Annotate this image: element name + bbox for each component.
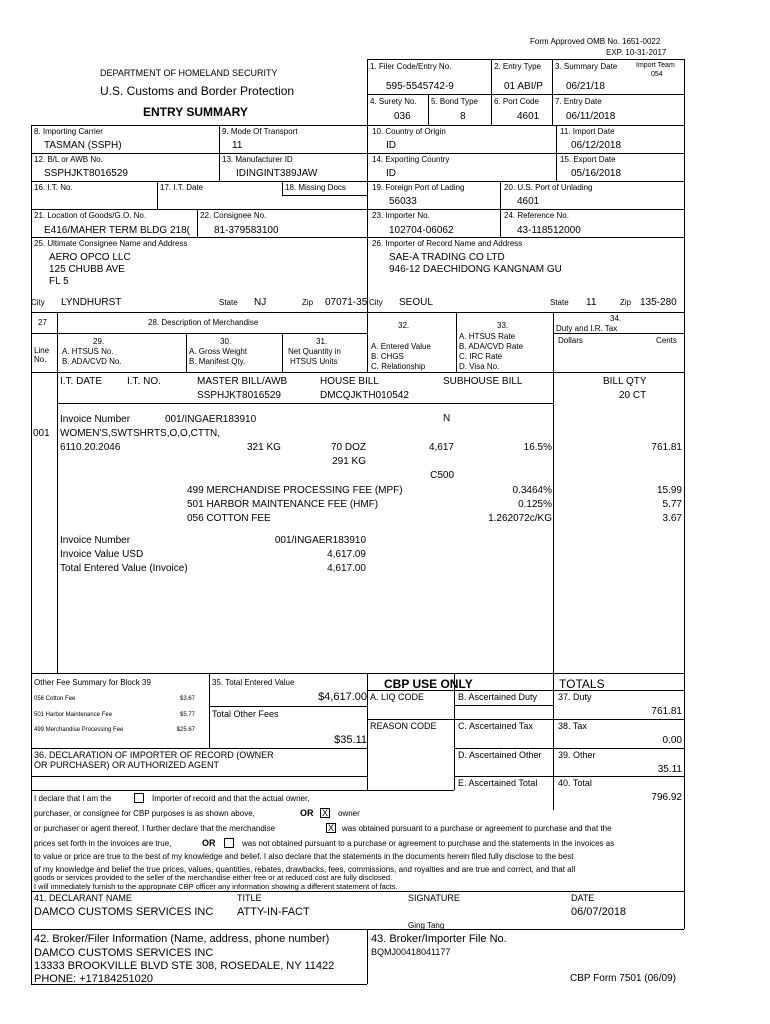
tax-total-value: 0.00 [662, 735, 682, 746]
bill-qty-header: BILL QTY [603, 376, 647, 387]
total-other-fees-label: Total Other Fees [212, 709, 279, 719]
declaration-line1b: Importer of record and that the actual owner, [152, 794, 310, 803]
box8-label: 8. Importing Carrier [34, 127, 103, 136]
broker-phone: PHONE: +17184251020 [34, 973, 153, 985]
declaration-line2-or: OR [300, 808, 314, 818]
other-total-value: 35.11 [657, 764, 682, 775]
total-entered-invoice-value: 4,617.00 [327, 563, 366, 574]
duty-total-value: 761.81 [651, 706, 682, 717]
declaration-title-line2: OR PURCHASER) OR AUTHORIZED AGENT [34, 760, 220, 770]
col29-adacvd: B. ADA/CVD No. [62, 357, 122, 366]
col31-number: 31. [316, 337, 328, 346]
box7-label: 7. Entry Date [555, 97, 602, 106]
col32-entered: A. Entered Value [371, 342, 431, 351]
col32-relationship: C. Relationship [371, 362, 426, 371]
mode-of-transport: 11 [232, 140, 243, 151]
box15-label: 15. Export Date [560, 155, 616, 164]
col34-number: 34. [610, 314, 622, 323]
col31-netqty: Net Quantity in [288, 347, 341, 356]
declaration-line4a: prices set forth in the invoices are true, [34, 839, 172, 848]
exporting-country: ID [386, 168, 396, 179]
fee-summary-label: Other Fee Summary for Block 39 [34, 678, 151, 687]
department-name: DEPARTMENT OF HOMELAND SECURITY [100, 68, 278, 78]
reference-number: 43-118512000 [517, 225, 581, 236]
it-date-header: I.T. DATE [60, 376, 103, 387]
box9-label: 9. Mode Of Transport [222, 127, 298, 136]
consignee-address: 125 CHUBB AVE [49, 264, 125, 275]
declaration-line8: I will immediately furnish to the appropriate CBP officer any information showing a different statement of facts. [34, 882, 398, 891]
fee-summary-cotton: 056 Cotton Fee [34, 696, 76, 702]
master-bill-value: SSPHJKT8016529 [197, 390, 281, 401]
ascertained-tax-label: C. Ascertained Tax [458, 721, 533, 731]
col32-chgs: B. CHGS [371, 352, 404, 361]
it-no-header: I.T. NO. [127, 376, 161, 387]
importer-name: SAE-A TRADING CO LTD [389, 252, 505, 263]
importer-city: SEOUL [399, 297, 433, 308]
invoice-label: Invoice Number [60, 535, 131, 546]
importing-carrier: TASMAN (SSPH) [44, 140, 122, 151]
invoice-value: 001/INGAER183910 [274, 535, 366, 546]
gross-weight: 321 KG [247, 442, 281, 453]
bond-type: 8 [460, 111, 466, 122]
box3-label: 3. Summary Date [555, 62, 618, 71]
box24-label: 24. Reference No. [504, 211, 569, 220]
box11-label: 11. Import Date [560, 127, 615, 136]
fee-summary-harbor: 501 Harbor Maintenance Fee [34, 712, 113, 718]
declaration-date-label: DATE [571, 893, 595, 903]
declaration-line3b: was obtained pursuant to a purchase or agreement to purchase and that the [342, 824, 612, 833]
fee-summary-cotton-amount: $3.67 [179, 696, 195, 702]
col30-number: 30. [220, 337, 232, 346]
expiration-date: EXP. 10-31-2017 [606, 48, 667, 57]
declaration-line2b: owner [338, 809, 360, 818]
importer-zip: 135-280 [640, 297, 677, 308]
consignee-number: 81-379583100 [214, 225, 279, 236]
declaration-line1a: I declare that I am the [34, 794, 112, 803]
box16-label: 16. I.T. No. [34, 183, 73, 192]
box25-label: 25. Ultimate Consignee Name and Address [34, 239, 188, 248]
declarant-name: DAMCO CUSTOMS SERVICES INC [34, 906, 214, 918]
signer-name: Ging Tang [408, 921, 445, 930]
fee-056-description: 056 COTTON FEE [187, 513, 271, 524]
consignee-floor: FL 5 [49, 276, 69, 287]
box26-label: 26. Importer of Record Name and Address [372, 239, 523, 248]
fee-summary-mpf: 499 Merchandise Processing Fee [34, 727, 124, 733]
consignee-state-label: State [219, 298, 238, 307]
broker-address: 13333 BROOKVILLE BLVD STE 308, ROSEDALE, NY 11422 [34, 960, 335, 972]
relationship-value: N [443, 413, 451, 424]
liq-code-label: A. LIQ CODE [370, 692, 425, 702]
manufacturer-id: IDINGINT389JAW [236, 168, 318, 179]
box43-label: 43. Broker/Importer File No. [371, 933, 507, 945]
fee-499-description: 499 MERCHANDISE PROCESSING FEE (MPF) [187, 485, 403, 496]
box12-label: 12. B/L or AWB No. [34, 155, 103, 164]
country-of-origin: ID [386, 140, 396, 151]
box5-label: 5. Bond Type [431, 97, 478, 106]
box35-label: 35. Total Entered Value [212, 678, 295, 687]
total-entered-label: Total Entered Value (Invoice) [60, 563, 188, 574]
box14-label: 14. Exporting Country [372, 155, 450, 164]
fee-501-description: 501 HARBOR MAINTENANCE FEE (HMF) [187, 499, 379, 510]
fee-499-amount: 15.99 [656, 485, 682, 496]
fee-501-amount: 5.77 [662, 499, 682, 510]
box4-label: 4. Surety No. [370, 97, 417, 106]
duty-amount: 761.81 [651, 442, 682, 453]
col30-manifest: B. Manifest Qty. [189, 357, 246, 366]
master-bill-header: MASTER BILL/AWB [197, 376, 288, 387]
merchandise-description: WOMEN'S,SWTSHRTS,O,O,CTTN, [60, 428, 221, 439]
declaration-line3a: or purchaser or agent thereof. I further declare that the merchandise [34, 824, 276, 833]
importer-state-label: State [550, 298, 569, 307]
col34-duty: Duty and I.R. Tax [556, 324, 618, 333]
declaration-line2a: purchaser, or consignee for CBP purposes is as shown above, [34, 809, 255, 818]
box1-label: 1. Filer Code/Entry No. [370, 62, 452, 71]
ascertained-other-label: D. Ascertained Other [458, 750, 542, 760]
summary-date: 06/21/18 [566, 81, 605, 92]
importer-number: 102704-06062 [389, 225, 454, 236]
box19-label: 19. Foreign Port of Lading [372, 183, 465, 192]
entry-type: 01 ABI/P [504, 81, 543, 92]
ascertained-total-label: E. Ascertained Total [458, 778, 538, 788]
importer-state: 11 [586, 297, 597, 308]
signature-label: SIGNATURE [408, 893, 460, 903]
grand-total-value: 796.92 [651, 792, 682, 803]
col33-irc-rate: C. IRC Rate [459, 352, 503, 361]
chgs-value: C500 [430, 470, 454, 481]
foreign-port-of-lading: 56033 [389, 196, 417, 207]
net-quantity-kg: 291 KG [332, 456, 366, 467]
total-other-fees-value: $35.11 [334, 734, 367, 746]
obtained-purchase-checkbox[interactable] [326, 823, 336, 833]
invoice-number-label: Invoice Number [60, 414, 131, 425]
box6-label: 6. Port Code [494, 97, 539, 106]
tax-total-label: 38. Tax [558, 721, 587, 731]
fee-499-rate: 0.3464% [512, 485, 552, 496]
htsus-number: 6110.20.2046 [60, 442, 121, 453]
not-obtained-purchase-checkbox[interactable] [224, 838, 234, 848]
box13-label: 13. Manufacturer ID [222, 155, 293, 164]
importer-city-label: City [369, 298, 383, 307]
reason-code-label: REASON CODE [370, 721, 437, 731]
surety-number: 036 [394, 111, 411, 122]
fee-501-rate: 0.125% [518, 499, 552, 510]
filer-entry-number: 595-5545742-9 [386, 81, 454, 92]
omb-number: Form Approved OMB No. 1651-0022 [530, 37, 661, 46]
totals-title: TOTALS [559, 677, 605, 691]
location-of-goods: E416/MAHER TERM BLDG 218( [44, 226, 190, 236]
declaration-line6: of my knowledge and belief the true prices, values, quantities, rebates, drawbacks, fees, commissions, and royalties and are true and correct, and that all [34, 865, 576, 874]
subhouse-bill-header: SUBHOUSE BILL [443, 376, 523, 387]
cbp-use-only-title: CBP USE ONLY [384, 677, 473, 691]
cbp-form-id: CBP Form 7501 (06/09) [570, 973, 676, 984]
col30-gross: A. Gross Weight [189, 347, 248, 356]
declaration-line5: to value or price are true to the best of my knowledge and belief. I also declare that the statements in the documents herein filed fully disclose to the best [34, 852, 574, 861]
col28-header: 28. Description of Merchandise [148, 318, 259, 327]
declaration-line4b: was not obtained pursuant to a purchase or agreement to purchase and the statements in the invoices as [242, 839, 615, 848]
export-date: 05/16/2018 [571, 168, 622, 179]
box18-label: 18. Missing Docs [285, 183, 346, 192]
other-total-label: 39. Other [558, 750, 596, 760]
box21-label: 21. Location of Goods/G.O. No. [34, 211, 147, 220]
dollars-header: Dollars [558, 336, 583, 345]
declarant-name-label: 41. DECLARANT NAME [34, 893, 132, 903]
agency-name: U.S. Customs and Border Protection [100, 84, 295, 98]
fee-summary-mpf-amount: $25.67 [176, 727, 195, 733]
box10-label: 10. Country of Origin [372, 127, 446, 136]
house-bill-header: HOUSE BILL [320, 376, 379, 387]
invoice-usd-value: 4,617.09 [327, 549, 366, 560]
declaration-line7: goods or services provided to the seller of the merchandise either free or at reduced cost are fully disclosed. [34, 873, 393, 882]
duty-total-label: 37. Duty [558, 692, 592, 702]
box22-label: 22. Consignee No. [200, 211, 267, 220]
col33-visa: D. Visa No. [459, 362, 500, 371]
declaration-title-line1: 36. DECLARATION OF IMPORTER OF RECORD (OWNER [34, 750, 274, 760]
bl-awb-number: SSPHJKT8016529 [44, 168, 128, 179]
col31-units: HTSUS Units [290, 357, 338, 366]
box42-label: 42. Broker/Filer Information (Name, address, phone number) [34, 933, 330, 945]
col29-number: 29. [93, 337, 105, 346]
cents-header: Cents [656, 336, 677, 345]
col33-adacvd-rate: B. ADA/CVD Rate [459, 342, 524, 351]
box2-label: 2. Entry Type [494, 62, 541, 71]
importer-address: 946-12 DAECHIDONG KANGNAM GU [389, 264, 562, 275]
consignee-name: AERO OPCO LLC [49, 252, 131, 263]
no-header: No. [34, 355, 47, 364]
bill-qty-value: 20 CT [619, 390, 647, 401]
port-code: 4601 [517, 111, 540, 122]
us-port-of-unlading: 4601 [517, 196, 540, 207]
col27-header: 27 [38, 318, 47, 327]
declaration-date: 06/07/2018 [571, 906, 627, 918]
fee-056-amount: 3.67 [662, 513, 682, 524]
col33-number: 33. [497, 321, 509, 330]
entered-value: 4,617 [428, 442, 454, 453]
import-date: 06/12/2018 [571, 140, 622, 151]
fee-056-rate: 1.262072c/KG [488, 513, 552, 524]
broker-file-number: BQMJ00418041177 [371, 947, 451, 957]
invoice-number-value: 001/INGAER183910 [165, 414, 257, 425]
form-title: ENTRY SUMMARY [143, 105, 248, 119]
box23-label: 23. Importer No. [372, 211, 430, 220]
box20-label: 20. U.S. Port of Unlading [504, 183, 593, 192]
consignee-zip-label: Zip [302, 298, 314, 307]
col32-number: 32. [398, 321, 410, 330]
line-header: Line [34, 346, 50, 355]
invoice-usd-label: Invoice Value USD [60, 549, 144, 560]
total-entered-value: $4,617.00 [318, 691, 367, 703]
htsus-rate: 16.5% [523, 442, 552, 453]
consignee-city: LYNDHURST [61, 297, 122, 308]
broker-name: DAMCO CUSTOMS SERVICES INC [34, 947, 214, 959]
declarant-title-label: TITLE [237, 893, 262, 903]
declarant-title: ATTY-IN-FACT [237, 906, 310, 918]
declaration-line4-or: OR [202, 838, 216, 848]
col33-htsus-rate: A. HTSUS Rate [459, 332, 516, 341]
grand-total-label: 40. Total [558, 778, 592, 788]
ascertained-duty-label: B. Ascertained Duty [458, 692, 538, 702]
box17-label: 17. I.T. Date [160, 183, 204, 192]
importer-zip-label: Zip [620, 298, 632, 307]
consignee-zip: 07071-35 [325, 298, 367, 308]
consignee-city-label: City [31, 298, 45, 307]
net-quantity-doz: 70 DOZ [330, 442, 366, 453]
import-team-label: Import Team [636, 62, 675, 69]
importer-of-record-checkbox[interactable] [134, 793, 144, 803]
fee-summary-harbor-amount: $5.77 [179, 712, 195, 718]
import-team-value: 054 [651, 71, 663, 78]
entry-date: 06/11/2018 [566, 111, 616, 122]
line-number: 001 [33, 428, 50, 439]
house-bill-value: DMCQJKTH010542 [320, 390, 409, 401]
consignee-state: NJ [254, 297, 267, 308]
owner-checkbox[interactable] [320, 808, 330, 818]
col29-htsus: A. HTSUS No. [62, 347, 114, 356]
